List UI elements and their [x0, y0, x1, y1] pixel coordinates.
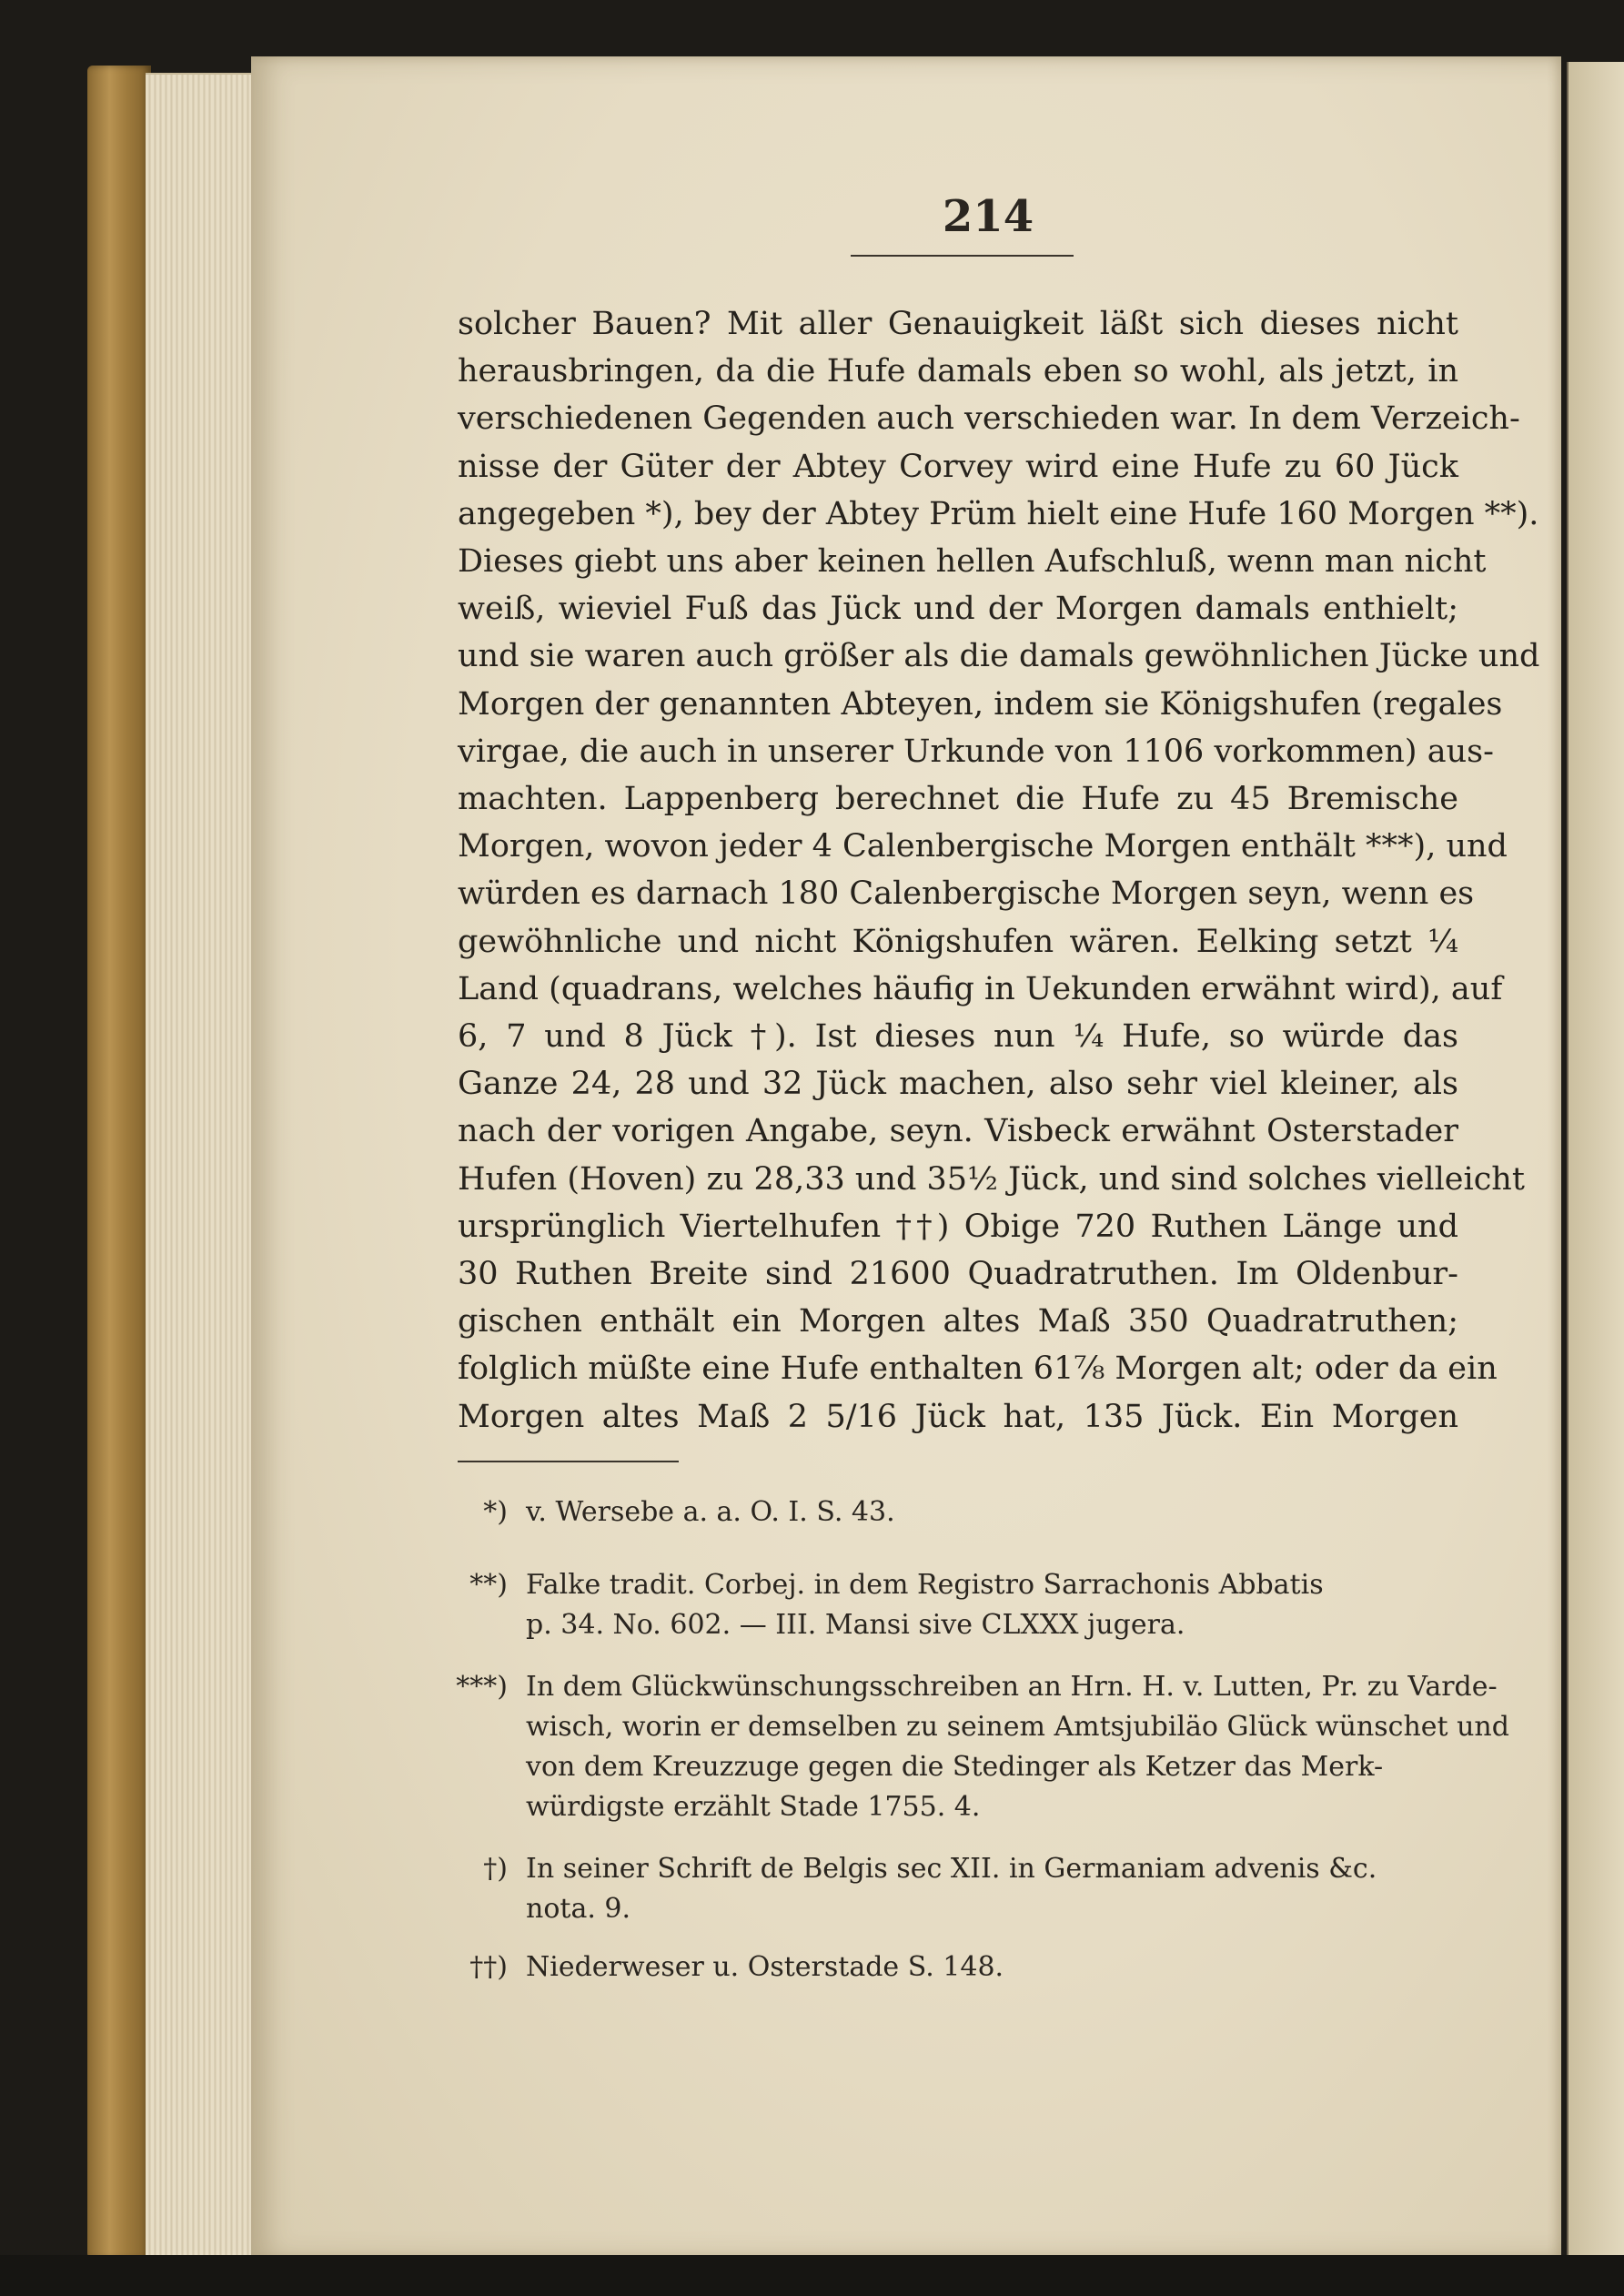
header-rule: [851, 255, 1074, 257]
footnote-line: In seiner Schrift de Belgis sec XII. in Germaniam advenis &c.: [526, 1853, 1377, 1885]
body-line: folglich müßte eine Hufe enthalten 61⅞ Morgen alt; oder da ein: [458, 1350, 1498, 1388]
footnote-line: wisch, worin er demselben zu seinem Amtsjubiläo Glück wünschet und: [526, 1711, 1509, 1743]
footnote-line: würdigste erzählt Stade 1755. 4.: [526, 1791, 981, 1823]
footnote-line: Niederweser u. Osterstade S. 148.: [526, 1951, 1004, 1983]
footnote-rule: [458, 1461, 679, 1462]
body-line: nach der vorigen Angabe, seyn. Visbeck erwähnt Osterstader: [458, 1113, 1458, 1150]
body-line: und sie waren auch größer als die damals gewöhnlichen Jücke und: [458, 638, 1540, 675]
body-line: Morgen der genannten Abteyen, indem sie Königshufen (regales: [458, 685, 1503, 723]
body-line: 30 Ruthen Breite sind 21600 Quadratruthen. Im Oldenbur-: [458, 1256, 1458, 1293]
scan-bottom-strip: [0, 2255, 1624, 2296]
footnote-line: von dem Kreuzzuge gegen die Stedinger als Ketzer das Merk-: [526, 1751, 1384, 1783]
body-line: Hufen (Hoven) zu 28,33 und 35½ Jück, und sind solches vielleicht: [458, 1160, 1525, 1198]
body-line: würden es darnach 180 Calenbergische Morgen seyn, wenn es: [458, 875, 1475, 913]
footnote-text: [526, 1667, 1509, 1827]
footnote-line: Falke tradit. Corbej. in dem Registro Sarrachonis Abbatis: [526, 1569, 1324, 1601]
footnote-text: [526, 1492, 1454, 1532]
body-line: Dieses giebt uns aber keinen hellen Aufschluß, wenn man nicht: [458, 543, 1487, 581]
body-line: virgae, die auch in unserer Urkunde von 1106 vorkommen) aus-: [458, 733, 1494, 770]
page-leaf-edges: [146, 73, 255, 2261]
footnote-line: p. 34. No. 602. — III. Mansi sive CLXXX jugera.: [526, 1609, 1185, 1641]
footnote-mark: *): [483, 1496, 508, 1528]
footnote-line: In dem Glückwünschungsschreiben an Hrn. H. v. Lutten, Pr. zu Varde-: [526, 1671, 1498, 1703]
footnote-text: [526, 1849, 1454, 1929]
page-number: 214: [942, 191, 1034, 242]
body-line: Land (quadrans, welches häufig in Uekunden erwähnt wird), auf: [458, 970, 1503, 1007]
body-line: Morgen, wovon jeder 4 Calenbergische Morgen enthält ***), und: [458, 828, 1508, 865]
footnote-text: [526, 1565, 1454, 1645]
body-line: Ganze 24, 28 und 32 Jück machen, also sehr viel kleiner, als: [458, 1066, 1458, 1103]
body-line: ursprünglich Viertelhufen ††) Obige 720 Ruthen Länge und: [458, 1208, 1458, 1245]
footnote-mark: ***): [456, 1671, 508, 1703]
body-line: gewöhnliche und nicht Königshufen wären. Eelking setzt ¼: [458, 923, 1458, 960]
footnote-mark: †): [483, 1853, 508, 1885]
footnote-line: v. Wersebe a. a. O. I. S. 43.: [526, 1496, 895, 1528]
body-line: verschiedenen Gegenden auch verschieden war. In dem Verzeich-: [458, 400, 1520, 438]
body-text: [458, 300, 1540, 1441]
footnote-text: [526, 1947, 1454, 1988]
book-cover-edge: [87, 66, 151, 2259]
body-line: solcher Bauen? Mit aller Genauigkeit läßt sich dieses nicht: [458, 306, 1458, 342]
body-line: angegeben *), bey der Abtey Prüm hielt eine Hufe 160 Morgen **).: [458, 495, 1539, 532]
footnote-mark: ††): [469, 1951, 508, 1983]
body-line: machten. Lappenberg berechnet die Hufe zu 45 Bremische: [458, 781, 1458, 818]
footnote-mark: **): [469, 1569, 508, 1601]
body-line: nisse der Güter der Abtey Corvey wird eine Hufe zu 60 Jück: [458, 448, 1458, 485]
body-line: Morgen altes Maß 2 5/16 Jück hat, 135 Jück. Ein Morgen: [458, 1398, 1458, 1435]
body-line: gischen enthält ein Morgen altes Maß 350 Quadratruthen;: [458, 1303, 1458, 1340]
body-line: herausbringen, da die Hufe damals eben so wohl, als jetzt, in: [458, 353, 1458, 390]
facing-page-edge: [1567, 62, 1624, 2255]
footnote-line: nota. 9.: [526, 1893, 631, 1925]
body-line: weiß, wieviel Fuß das Jück und der Morgen damals enthielt;: [458, 591, 1458, 628]
body-line: 6, 7 und 8 Jück †). Ist dieses nun ¼ Hufe, so würde das: [458, 1018, 1458, 1056]
